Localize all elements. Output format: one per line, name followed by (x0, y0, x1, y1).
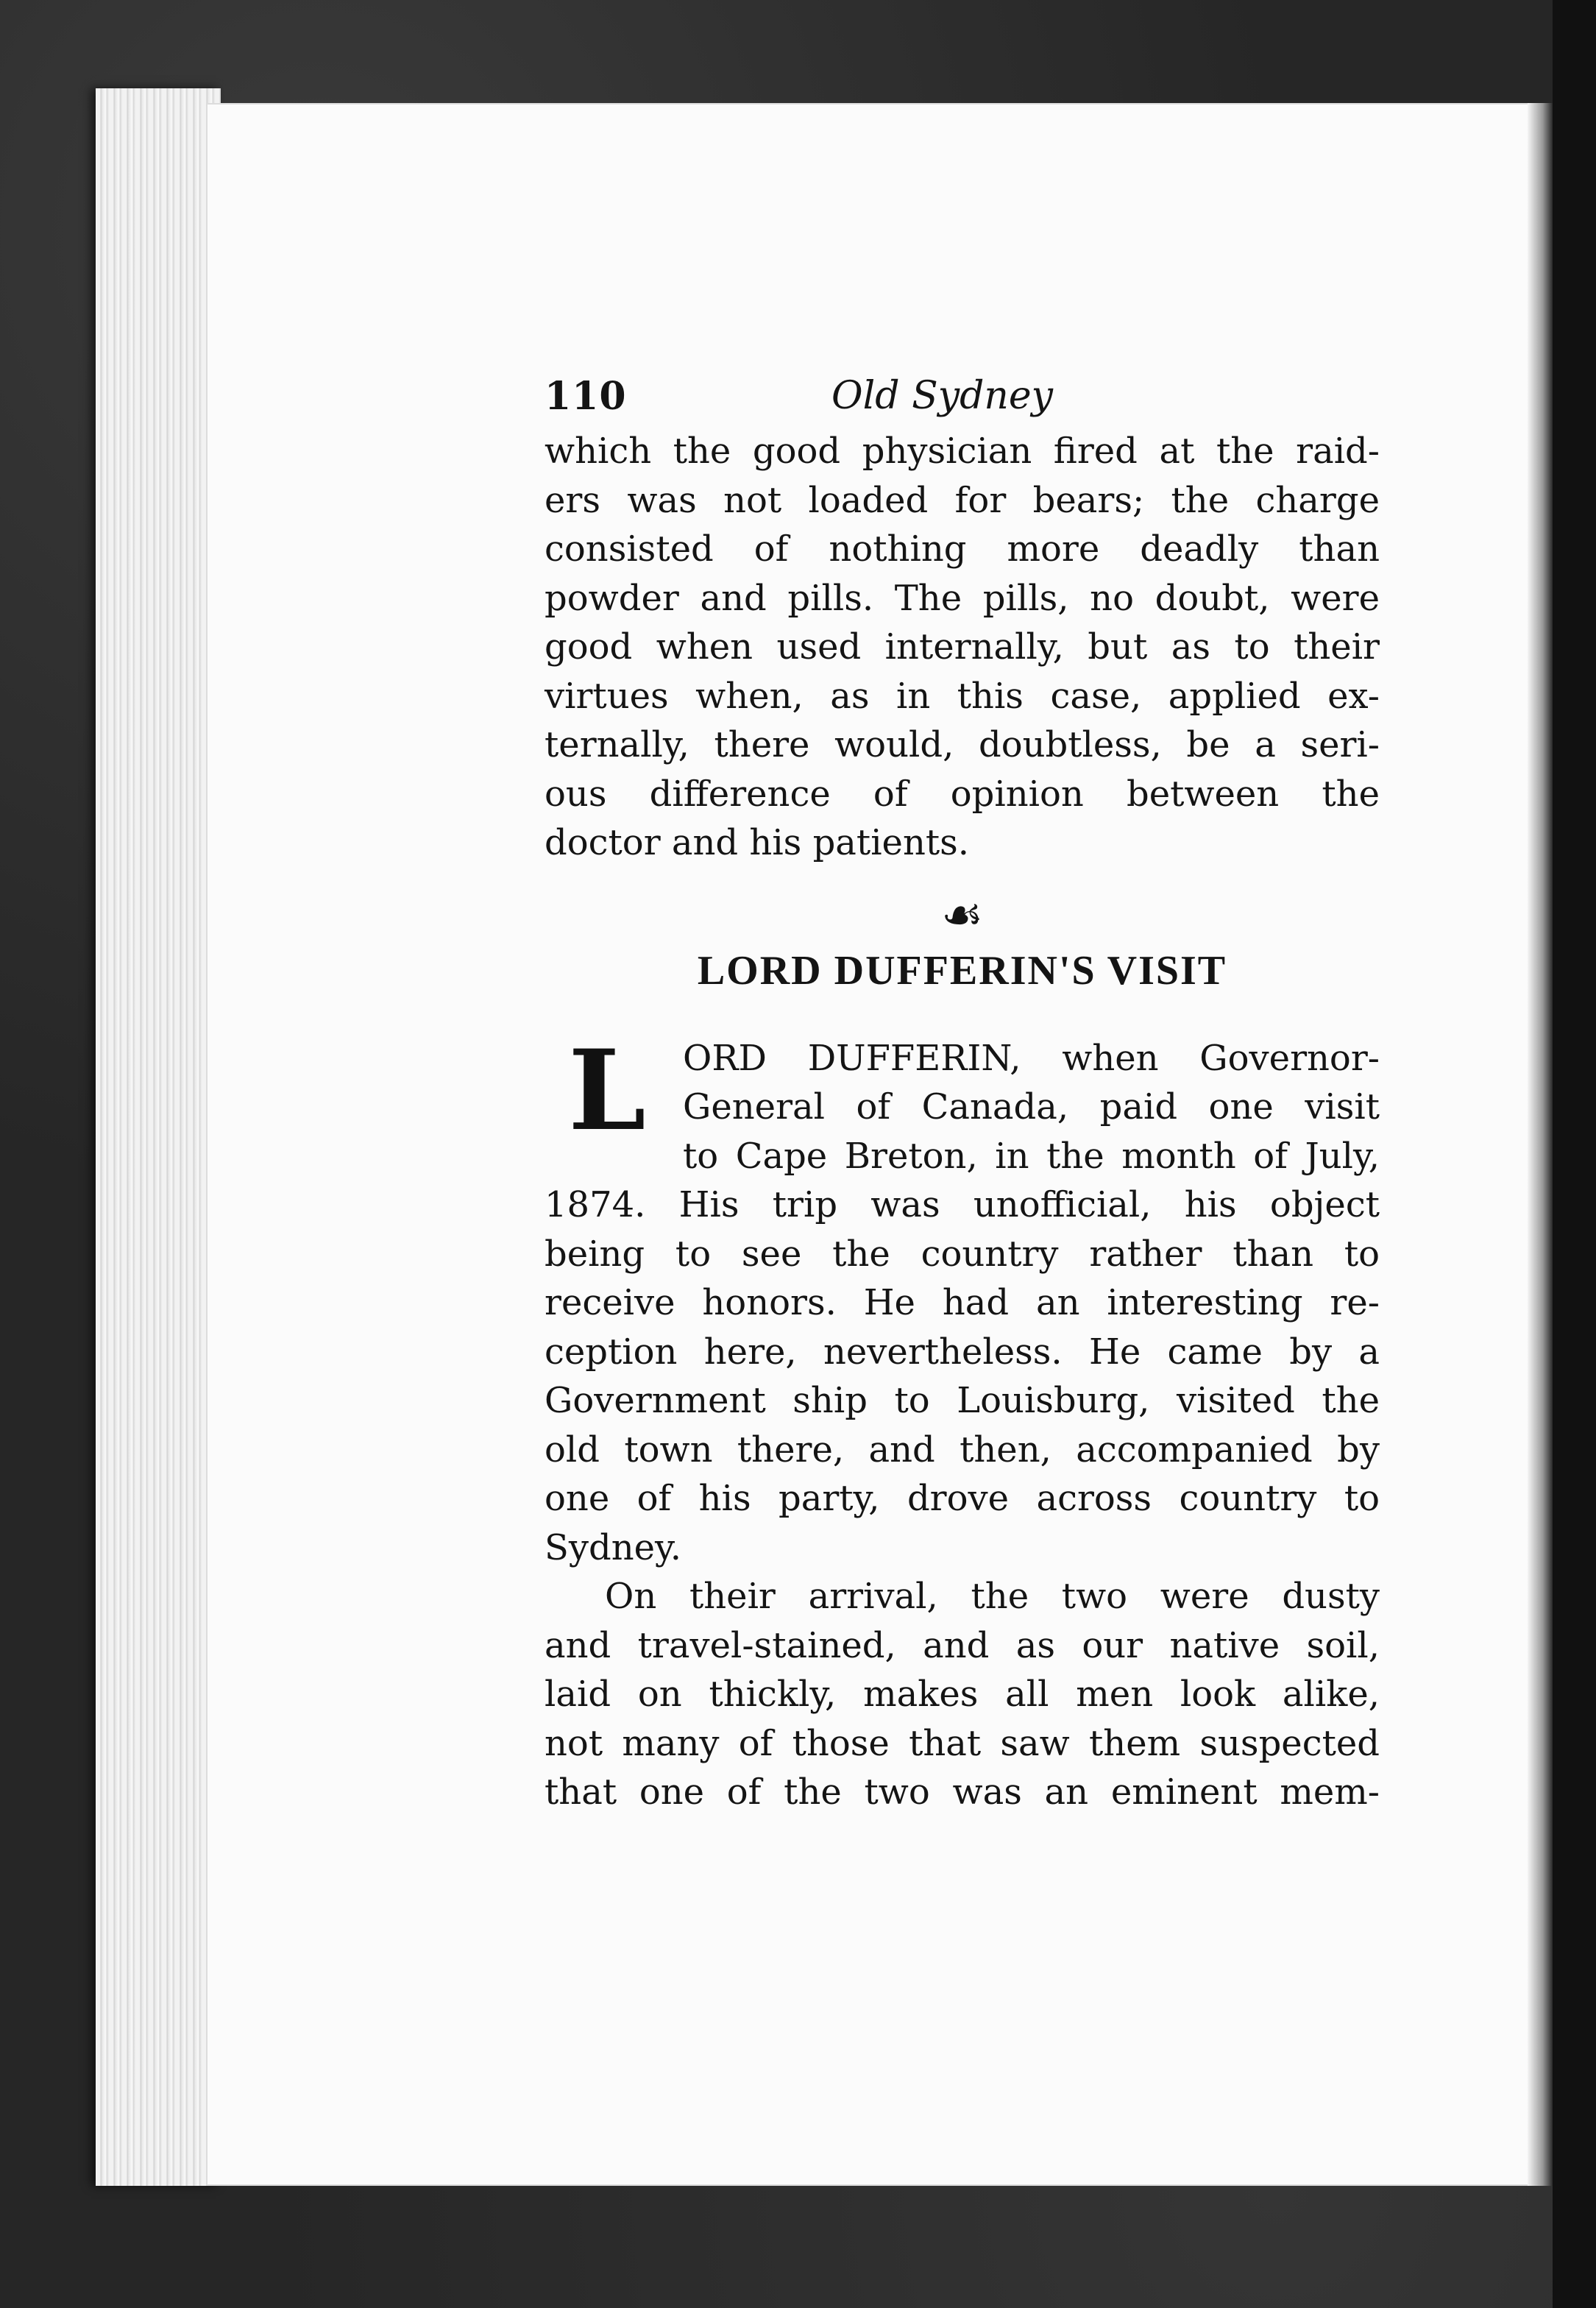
running-title: Old Sydney (831, 374, 1054, 418)
continuation-paragraph (545, 427, 1380, 868)
text-line: On their arrival, the two were dusty (605, 1576, 1380, 1617)
page-number: 110 (545, 374, 627, 419)
scan-right-border (1553, 0, 1596, 2308)
text-line: ers was not loaded for bears; the charge (545, 479, 1380, 521)
section-title: LORD DUFFERIN'S VISIT (697, 947, 1227, 994)
text-line: laid on thickly, makes all men look alike, (545, 1674, 1380, 1715)
fleuron-ornament-icon: ☙ (940, 888, 984, 943)
text-line: consisted of nothing more deadly than (545, 528, 1380, 570)
section-paragraph-1 (545, 1025, 1380, 1573)
text-line: one of his party, drove across country to (545, 1478, 1380, 1519)
page-text (545, 368, 1380, 1817)
book-page-edges (96, 88, 221, 2186)
text-line: receive honors. He had an interesting re- (545, 1282, 1380, 1323)
text-line: that one of the two was an eminent mem- (545, 1771, 1380, 1813)
page-gutter-fold (1528, 103, 1553, 2186)
text-line: being to see the country rather than to (545, 1233, 1380, 1275)
text-line: General of Canada, paid one visit (683, 1086, 1380, 1128)
text-line: ous difference of opinion between the (545, 773, 1380, 815)
text-line: 1874. His trip was unofficial, his object (545, 1184, 1380, 1225)
text-line: and travel-stained, and as our native soil, (545, 1624, 1380, 1666)
text-line: which the good physician fired at the raid- (545, 431, 1380, 472)
text-line: old town there, and then, accompanied by (545, 1429, 1380, 1470)
drop-cap: L (568, 1025, 646, 1155)
running-head (545, 368, 1380, 427)
text-line: powder and pills. The pills, no doubt, were (545, 577, 1380, 619)
section-paragraph-2 (545, 1572, 1380, 1817)
text-line: Sydney. (545, 1526, 682, 1568)
text-line: to Cape Breton, in the month of July, (683, 1135, 1380, 1177)
text-line: virtues when, as in this case, applied ex- (545, 675, 1380, 717)
text-line: ternally, there would, doubtless, be a seri- (545, 724, 1380, 765)
text-line: not many of those that saw them suspected (545, 1722, 1380, 1764)
text-line: ORD DUFFERIN, when Governor- (683, 1037, 1380, 1079)
text-line: doctor and his patients. (545, 822, 970, 863)
text-line: ception here, nevertheless. He came by a (545, 1331, 1380, 1373)
text-line: good when used internally, but as to their (545, 626, 1380, 668)
text-line: Government ship to Louisburg, visited the (545, 1380, 1380, 1421)
